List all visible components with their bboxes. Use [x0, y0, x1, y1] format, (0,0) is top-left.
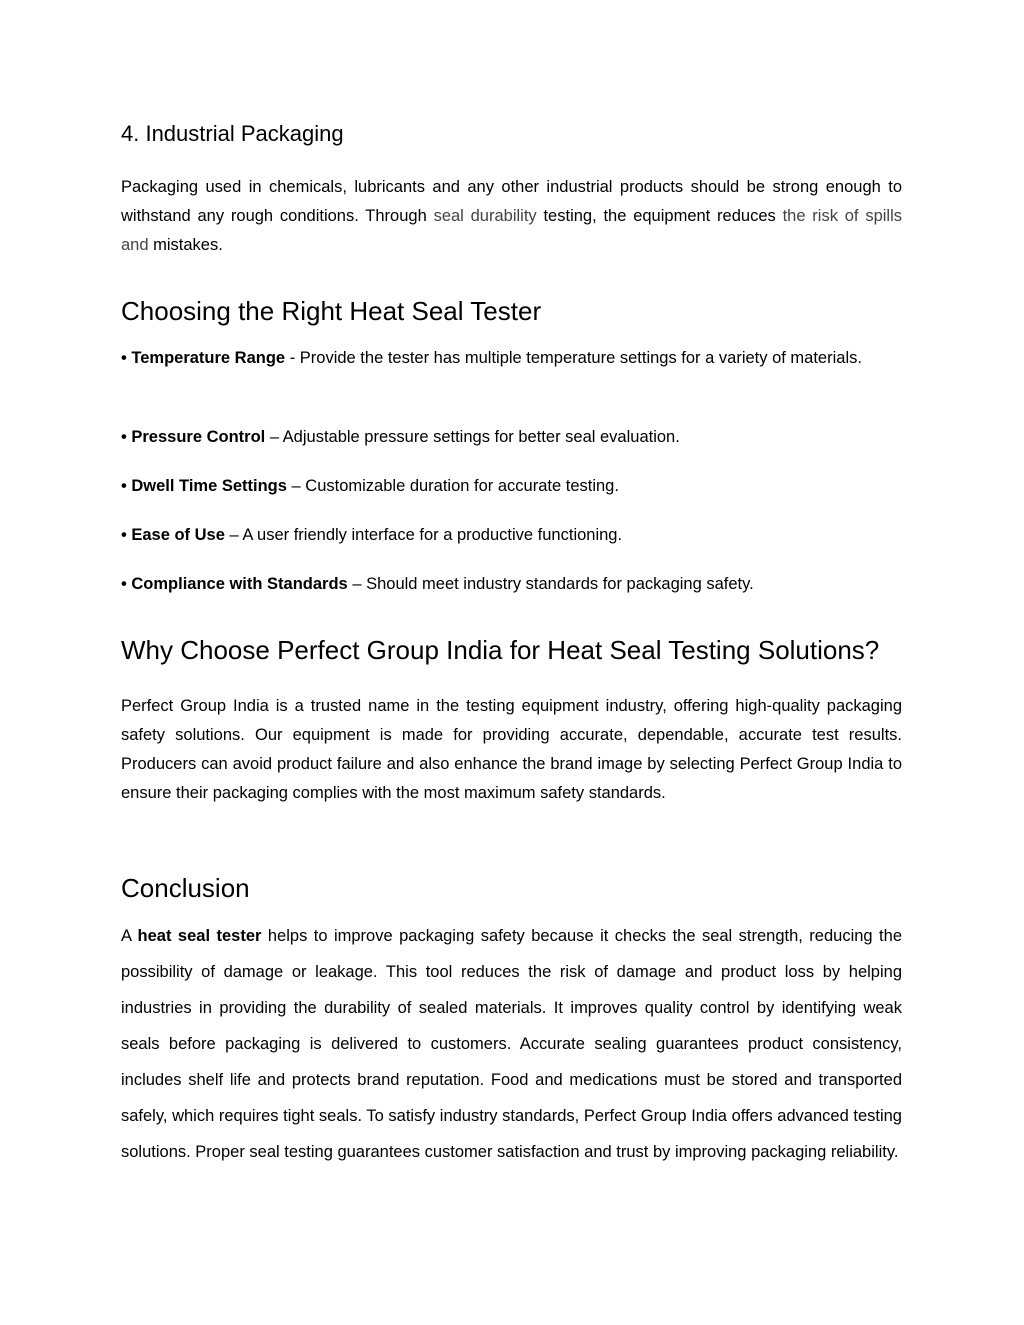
industrial-text-muted-2: the risk of spills and: [121, 207, 902, 254]
bullet-item: [121, 521, 902, 550]
bullet-desc: – Adjustable pressure settings for better seal evaluation.: [265, 428, 680, 446]
bullet-desc: – Should meet industry standards for packaging safety.: [347, 575, 754, 593]
bullet-item: [121, 570, 902, 599]
choosing-heading: Choosing the Right Heat Seal Tester: [121, 296, 542, 326]
conclusion-paragraph: [121, 918, 902, 1170]
bullet-term: • Ease of Use: [121, 526, 225, 544]
bullet-desc: – A user friendly interface for a productive functioning.: [224, 526, 623, 544]
industrial-packaging-heading: 4. Industrial Packaging: [121, 121, 344, 146]
bullet-desc: – Customizable duration for accurate testing.: [286, 477, 619, 495]
bullet-term: • Dwell Time Settings: [121, 477, 287, 495]
bullet-item: [121, 472, 902, 501]
why-choose-paragraph: Perfect Group India is a trusted name in the testing equipment industry, offering high-quality packaging safety solutions. Our equipment is made for providing accurate, dependable, accurate test results. Producers can avoid product failure and also enhance the brand image by selecting Perfect Group India to ensure their packaging complies with the most maximum safety standards.: [121, 697, 902, 802]
bullet-item: [121, 423, 902, 452]
why-choose-heading: Why Choose Perfect Group India for Heat Seal Testing Solutions?: [121, 635, 880, 665]
conclusion-heading: Conclusion: [121, 873, 250, 903]
bullet-term: • Compliance with Standards: [121, 575, 348, 593]
bullet-term: • Temperature Range: [121, 349, 286, 367]
conclusion-text-bold: heat seal tester: [137, 927, 262, 945]
bullet-desc: - Provide the tester has multiple temperature settings for a variety of materials.: [285, 349, 862, 367]
industrial-packaging-paragraph: [121, 173, 902, 260]
conclusion-text-rest: helps to improve packaging safety because it checks the seal strength, reducing the possibility of damage or leakage. This tool reduces the risk of damage and product loss by helping industries in providing the durability of sealed materials. It improves quality control by identifying weak seals before packaging is delivered to customers. Accurate sealing guarantees product consistency, includes shelf life and protects brand reputation. Food and medications must be stored and transported safely, which requires tight seals. To satisfy industry standards, Perfect Group India offers advanced testing solutions. Proper seal testing guarantees customer satisfaction and trust by improving packaging reliability.: [121, 927, 902, 1161]
bullet-term: • Pressure Control: [121, 428, 266, 446]
conclusion-text-start: A: [121, 927, 138, 945]
bullet-item: [121, 344, 902, 373]
industrial-text-muted-1: seal durability: [433, 207, 537, 225]
industrial-text-start: Packaging used in chemicals, lubricants and any other industrial products should be strong enough to withstand any rough conditions. Through: [121, 178, 902, 225]
industrial-text-mid: testing, the equipment reduces: [536, 207, 783, 225]
industrial-text-end: mistakes.: [148, 236, 223, 254]
